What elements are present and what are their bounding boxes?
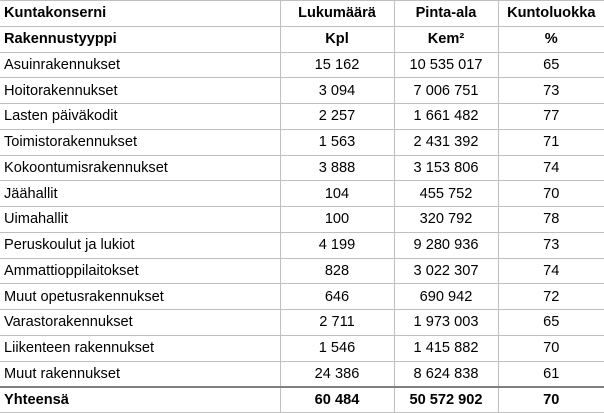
table-row xyxy=(0,284,604,310)
row-count: 104 xyxy=(280,181,394,207)
row-type: Muut opetusrakennukset xyxy=(0,284,280,310)
table-row xyxy=(0,207,604,233)
table-row xyxy=(0,310,604,336)
table-body xyxy=(0,52,604,387)
row-type: Ammattioppilaitokset xyxy=(0,258,280,284)
row-type: Peruskoulut ja lukiot xyxy=(0,232,280,258)
table-row xyxy=(0,78,604,104)
row-count: 3 094 xyxy=(280,78,394,104)
header-area: Pinta-ala xyxy=(394,1,498,27)
row-type: Uimahallit xyxy=(0,207,280,233)
total-row xyxy=(0,387,604,413)
row-area: 3 153 806 xyxy=(394,155,498,181)
row-condition: 70 xyxy=(498,335,604,361)
row-area: 2 431 392 xyxy=(394,129,498,155)
row-area: 1 415 882 xyxy=(394,335,498,361)
table-row xyxy=(0,129,604,155)
row-type: Kokoontumisrakennukset xyxy=(0,155,280,181)
row-count: 1 546 xyxy=(280,335,394,361)
row-area: 8 624 838 xyxy=(394,361,498,387)
row-area: 1 661 482 xyxy=(394,104,498,130)
row-area: 10 535 017 xyxy=(394,52,498,78)
total-area: 50 572 902 xyxy=(394,387,498,413)
row-condition: 61 xyxy=(498,361,604,387)
subheader-type: Rakennustyyppi xyxy=(0,26,280,52)
row-count: 646 xyxy=(280,284,394,310)
row-condition: 65 xyxy=(498,52,604,78)
row-count: 828 xyxy=(280,258,394,284)
row-type: Toimistorakennukset xyxy=(0,129,280,155)
row-type: Hoitorakennukset xyxy=(0,78,280,104)
row-count: 2 711 xyxy=(280,310,394,336)
row-area: 1 973 003 xyxy=(394,310,498,336)
subheader-count-unit: Kpl xyxy=(280,26,394,52)
row-type: Lasten päiväkodit xyxy=(0,104,280,130)
row-condition: 73 xyxy=(498,78,604,104)
header-condition: Kuntoluokka xyxy=(498,1,604,27)
row-count: 24 386 xyxy=(280,361,394,387)
header-count: Lukumäärä xyxy=(280,1,394,27)
row-area: 7 006 751 xyxy=(394,78,498,104)
table-row xyxy=(0,104,604,130)
row-type: Liikenteen rakennukset xyxy=(0,335,280,361)
total-count: 60 484 xyxy=(280,387,394,413)
total-label: Yhteensä xyxy=(0,387,280,413)
subheader-condition-unit: % xyxy=(498,26,604,52)
row-condition: 72 xyxy=(498,284,604,310)
row-count: 3 888 xyxy=(280,155,394,181)
row-condition: 74 xyxy=(498,258,604,284)
row-count: 1 563 xyxy=(280,129,394,155)
subheader-area-unit: Kem² xyxy=(394,26,498,52)
row-condition: 73 xyxy=(498,232,604,258)
table-row xyxy=(0,155,604,181)
row-count: 15 162 xyxy=(280,52,394,78)
total-condition: 70 xyxy=(498,387,604,413)
row-area: 455 752 xyxy=(394,181,498,207)
table-row xyxy=(0,258,604,284)
row-type: Varastorakennukset xyxy=(0,310,280,336)
row-area: 9 280 936 xyxy=(394,232,498,258)
header-org: Kuntakonserni xyxy=(0,1,280,27)
row-condition: 78 xyxy=(498,207,604,233)
row-area: 690 942 xyxy=(394,284,498,310)
table-row xyxy=(0,181,604,207)
header-row xyxy=(0,1,604,27)
row-condition: 77 xyxy=(498,104,604,130)
row-area: 320 792 xyxy=(394,207,498,233)
row-count: 2 257 xyxy=(280,104,394,130)
row-condition: 70 xyxy=(498,181,604,207)
row-count: 4 199 xyxy=(280,232,394,258)
row-count: 100 xyxy=(280,207,394,233)
subheader-row xyxy=(0,26,604,52)
row-condition: 74 xyxy=(498,155,604,181)
table-row xyxy=(0,335,604,361)
table-row xyxy=(0,232,604,258)
row-type: Asuinrakennukset xyxy=(0,52,280,78)
table-row xyxy=(0,361,604,387)
row-type: Jäähallit xyxy=(0,181,280,207)
table-row xyxy=(0,52,604,78)
row-type: Muut rakennukset xyxy=(0,361,280,387)
row-condition: 71 xyxy=(498,129,604,155)
row-condition: 65 xyxy=(498,310,604,336)
row-area: 3 022 307 xyxy=(394,258,498,284)
